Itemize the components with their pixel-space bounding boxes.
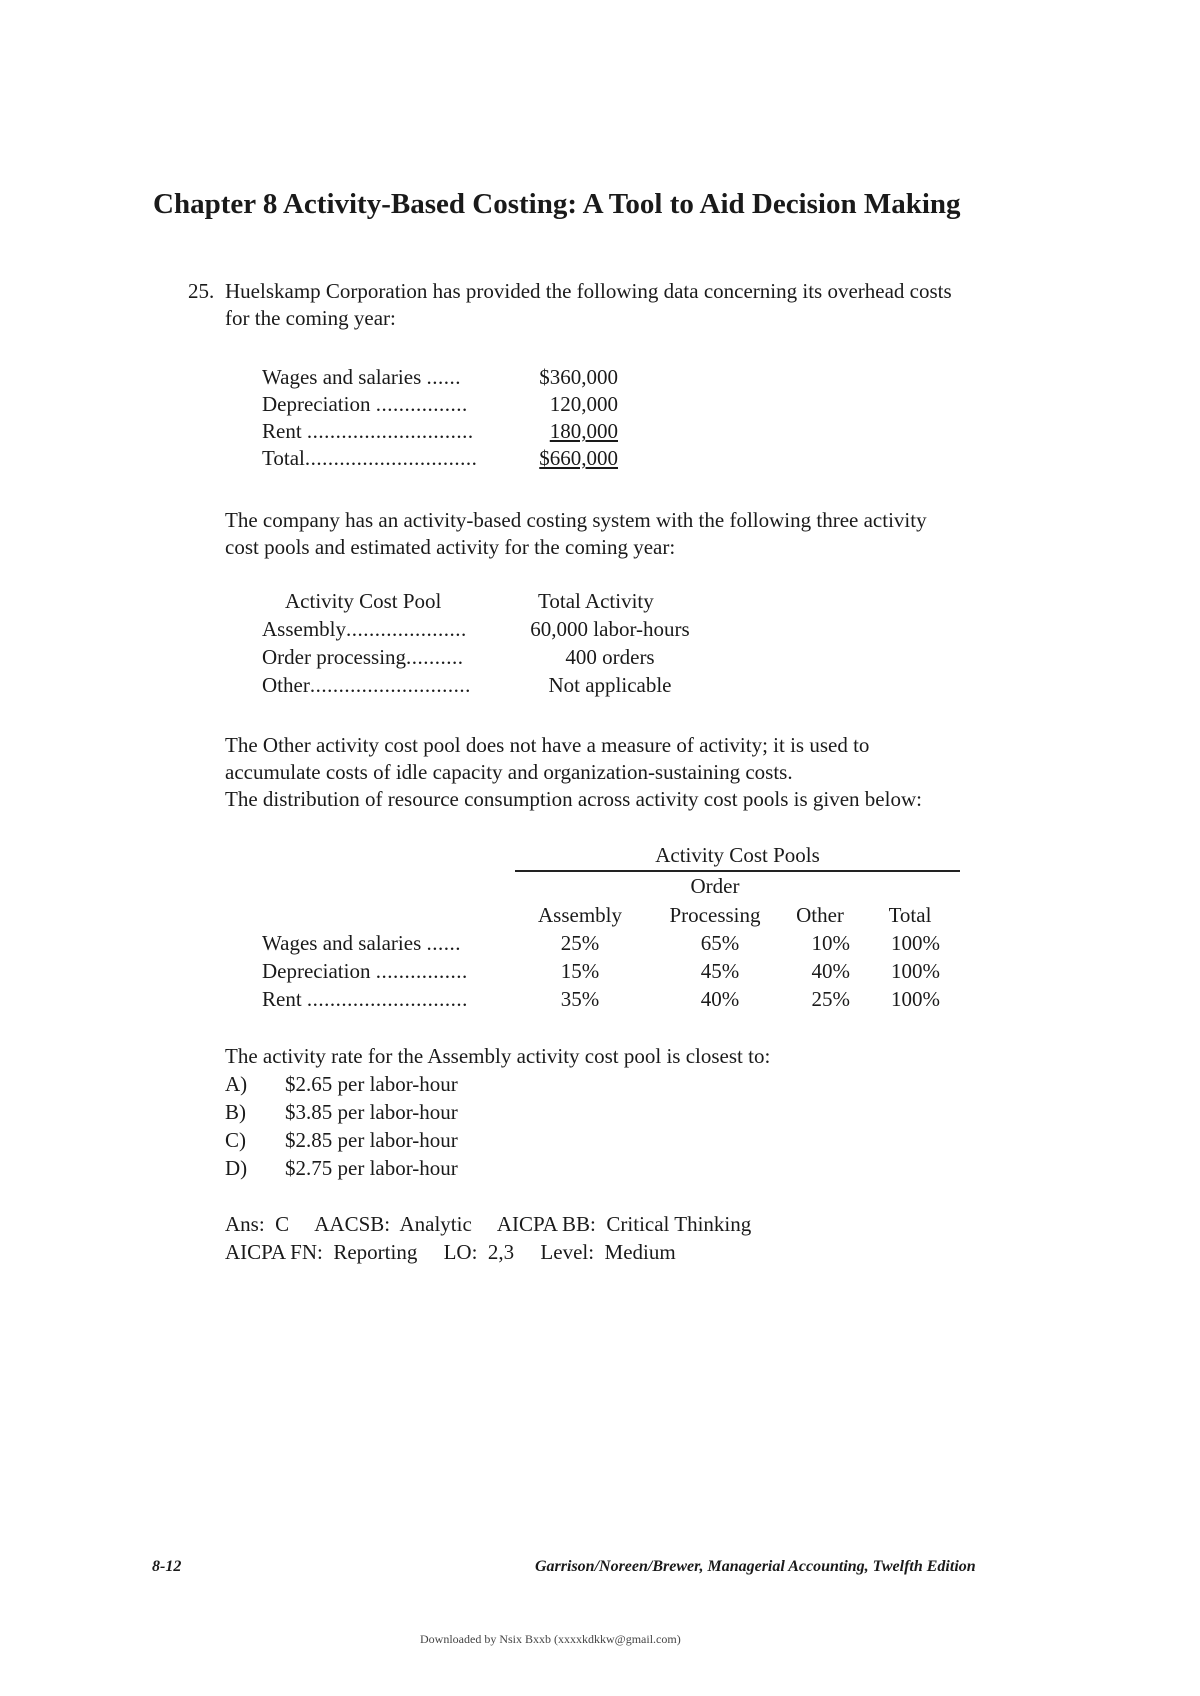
option-letter: A) xyxy=(225,1072,248,1096)
dist-cell: 100% xyxy=(891,987,940,1011)
dist-col-total: Total xyxy=(888,903,932,927)
question-intro-line1: Huelskamp Corporation has provided the following data concerning its overhead costs xyxy=(225,279,952,303)
dist-cell: 100% xyxy=(891,959,940,983)
dist-row-label: Wages and salaries ...... xyxy=(262,931,461,955)
dist-col-other: Other xyxy=(796,903,844,927)
answer-line2: AICPA FN: Reporting LO: 2,3 Level: Medium xyxy=(225,1240,676,1264)
cost-total-value: $660,000 xyxy=(539,446,618,470)
dist-cell: 65% xyxy=(700,931,740,955)
pools-header-activity: Total Activity xyxy=(538,589,654,613)
option-text: $3.85 per labor-hour xyxy=(285,1100,458,1124)
dist-cell: 15% xyxy=(560,959,600,983)
dist-cell: 25% xyxy=(560,931,600,955)
dist-cell: 35% xyxy=(560,987,600,1011)
pool-row-activity: 400 orders xyxy=(565,645,655,669)
book-source: Garrison/Noreen/Brewer, Managerial Accounting, Twelfth Edition xyxy=(535,1558,976,1575)
dist-row-label: Depreciation ................ xyxy=(262,959,468,983)
dist-header-order: Order xyxy=(690,874,740,898)
cost-row-value: $360,000 xyxy=(539,365,618,389)
dist-cell: 10% xyxy=(811,931,850,955)
cost-row-value: 120,000 xyxy=(549,392,618,416)
cost-row-value: 180,000 xyxy=(549,419,618,443)
pool-row-label: Other............................ xyxy=(262,673,471,697)
other-text-line3: The distribution of resource consumption across activity cost pools is given below: xyxy=(225,787,922,811)
abc-text-line1: The company has an activity-based costing system with the following three activity xyxy=(225,508,927,532)
option-letter: D) xyxy=(225,1156,248,1180)
question-prompt: The activity rate for the Assembly activity cost pool is closest to: xyxy=(225,1044,771,1068)
pool-row-activity: Not applicable xyxy=(548,673,672,697)
pool-row-label: Order processing.......... xyxy=(262,645,464,669)
option-letter: B) xyxy=(225,1100,246,1124)
dist-row-label: Rent ............................ xyxy=(262,987,468,1011)
pool-row-activity: 60,000 labor-hours xyxy=(530,617,690,641)
answer-line1: Ans: C AACSB: Analytic AICPA BB: Critical Thinking xyxy=(225,1212,752,1236)
option-text: $2.65 per labor-hour xyxy=(285,1072,458,1096)
download-notice: Downloaded by Nsix Bxxb (xxxxkdkkw@gmail.com) xyxy=(420,1632,681,1646)
dist-cell: 40% xyxy=(700,987,740,1011)
option-letter: C) xyxy=(225,1128,246,1152)
dist-cell: 100% xyxy=(891,931,940,955)
option-text: $2.75 per labor-hour xyxy=(285,1156,458,1180)
cost-total-label: Total.............................. xyxy=(262,446,478,470)
dist-cell: 40% xyxy=(811,959,850,983)
dist-col-processing: Processing xyxy=(669,903,761,927)
pools-header-pool: Activity Cost Pool xyxy=(285,589,442,613)
cost-row-label: Rent ............................. xyxy=(262,419,474,443)
cost-row-label: Depreciation ................ xyxy=(262,392,468,416)
pool-row-label: Assembly..................... xyxy=(262,617,467,641)
other-text-line2: accumulate costs of idle capacity and organization-sustaining costs. xyxy=(225,760,793,784)
dist-header-rule xyxy=(515,870,960,872)
abc-text-line2: cost pools and estimated activity for the coming year: xyxy=(225,535,676,559)
option-text: $2.85 per labor-hour xyxy=(285,1128,458,1152)
other-text-line1: The Other activity cost pool does not have a measure of activity; it is used to xyxy=(225,733,870,757)
cost-row-label: Wages and salaries ...... xyxy=(262,365,461,389)
dist-col-assembly: Assembly xyxy=(538,903,622,927)
page-title: Chapter 8 Activity-Based Costing: A Tool to Aid Decision Making xyxy=(153,188,961,220)
dist-cell: 25% xyxy=(811,987,850,1011)
question-number: 25. xyxy=(188,279,215,303)
question-intro-line2: for the coming year: xyxy=(225,306,396,330)
page-number: 8-12 xyxy=(152,1558,182,1575)
dist-group-header: Activity Cost Pools xyxy=(655,843,820,867)
dist-cell: 45% xyxy=(700,959,740,983)
